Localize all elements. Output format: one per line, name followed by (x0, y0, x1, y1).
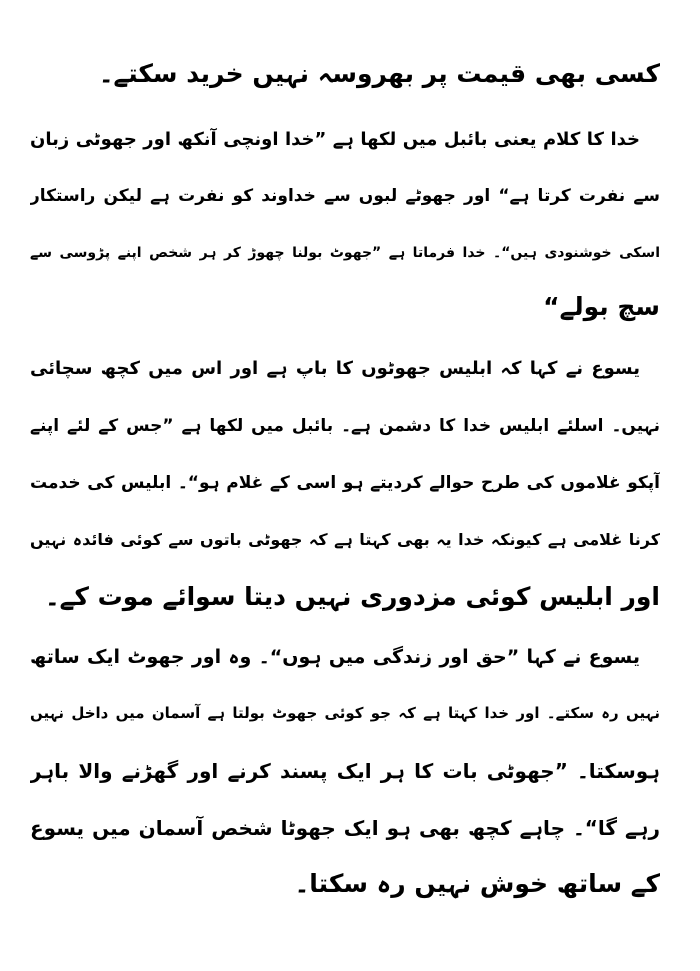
text-line: اسکی خوشنودی ہیں“۔ خدا فرماتا ہے ”جھوٹ بولنا چھوڑ کر ہر شخص اپنے پڑوسی سے (30, 245, 660, 261)
text-line: کے ساتھ خوش نہیں رہ سکتا۔ (294, 869, 660, 898)
text-line: سچ بولے“ (543, 292, 660, 321)
text-line: یسوع نے کہا ”حق اور زندگی میں ہوں“۔ وہ اور جھوٹ ایک ساتھ (30, 646, 640, 668)
text-line: خدا کا کلام یعنی بائبل میں لکھا ہے ”خدا اونچی آنکھ اور جھوٹی زبان (30, 129, 640, 150)
text-line: آپکو غلاموں کی طرح حوالے کردیتے ہو اسی کے غلام ہو“۔ ابلیس کی خدمت (30, 473, 660, 493)
text-line: نہیں رہ سکتے۔ اور خدا کہتا ہے کہ جو کوئی جھوٹ بولتا ہے آسمان میں داخل نہیں (30, 704, 660, 722)
text-line: یسوع نے کہا کہ ابلیس جھوٹوں کا باپ ہے اور اس میں کچھ سچائی (30, 358, 640, 379)
text-line: ہوسکتا۔ ”جھوٹی بات کا ہر ایک پسند کرنے اور گھڑنے والا باہر (30, 759, 660, 783)
text-line: کسی بھی قیمت پر بھروسہ نہیں خرید سکتے۔ (98, 59, 660, 88)
text-line: اور ابلیس کوئی مزدوری نہیں دیتا سوائے موت کے۔ (45, 582, 660, 611)
text-line: رہے گا“۔ چاہے کچھ بھی ہو ایک جھوٹا شخص آسمان میں یسوع (30, 816, 660, 840)
text-line: نہیں۔ اسلئے ابلیس خدا کا دشمن ہے۔ بائبل میں لکھا ہے ”جس کے لئے اپنے (30, 416, 660, 436)
text-line: کرنا غلامی ہے کیونکہ خدا یہ بھی کہتا ہے کہ جھوٹی باتوں سے کوئی فائدہ نہیں (30, 530, 660, 549)
text-line: سے نفرت کرتا ہے“ اور جھوٹے لبوں سے خداوند کو نفرت ہے لیکن راستکار (30, 186, 660, 206)
